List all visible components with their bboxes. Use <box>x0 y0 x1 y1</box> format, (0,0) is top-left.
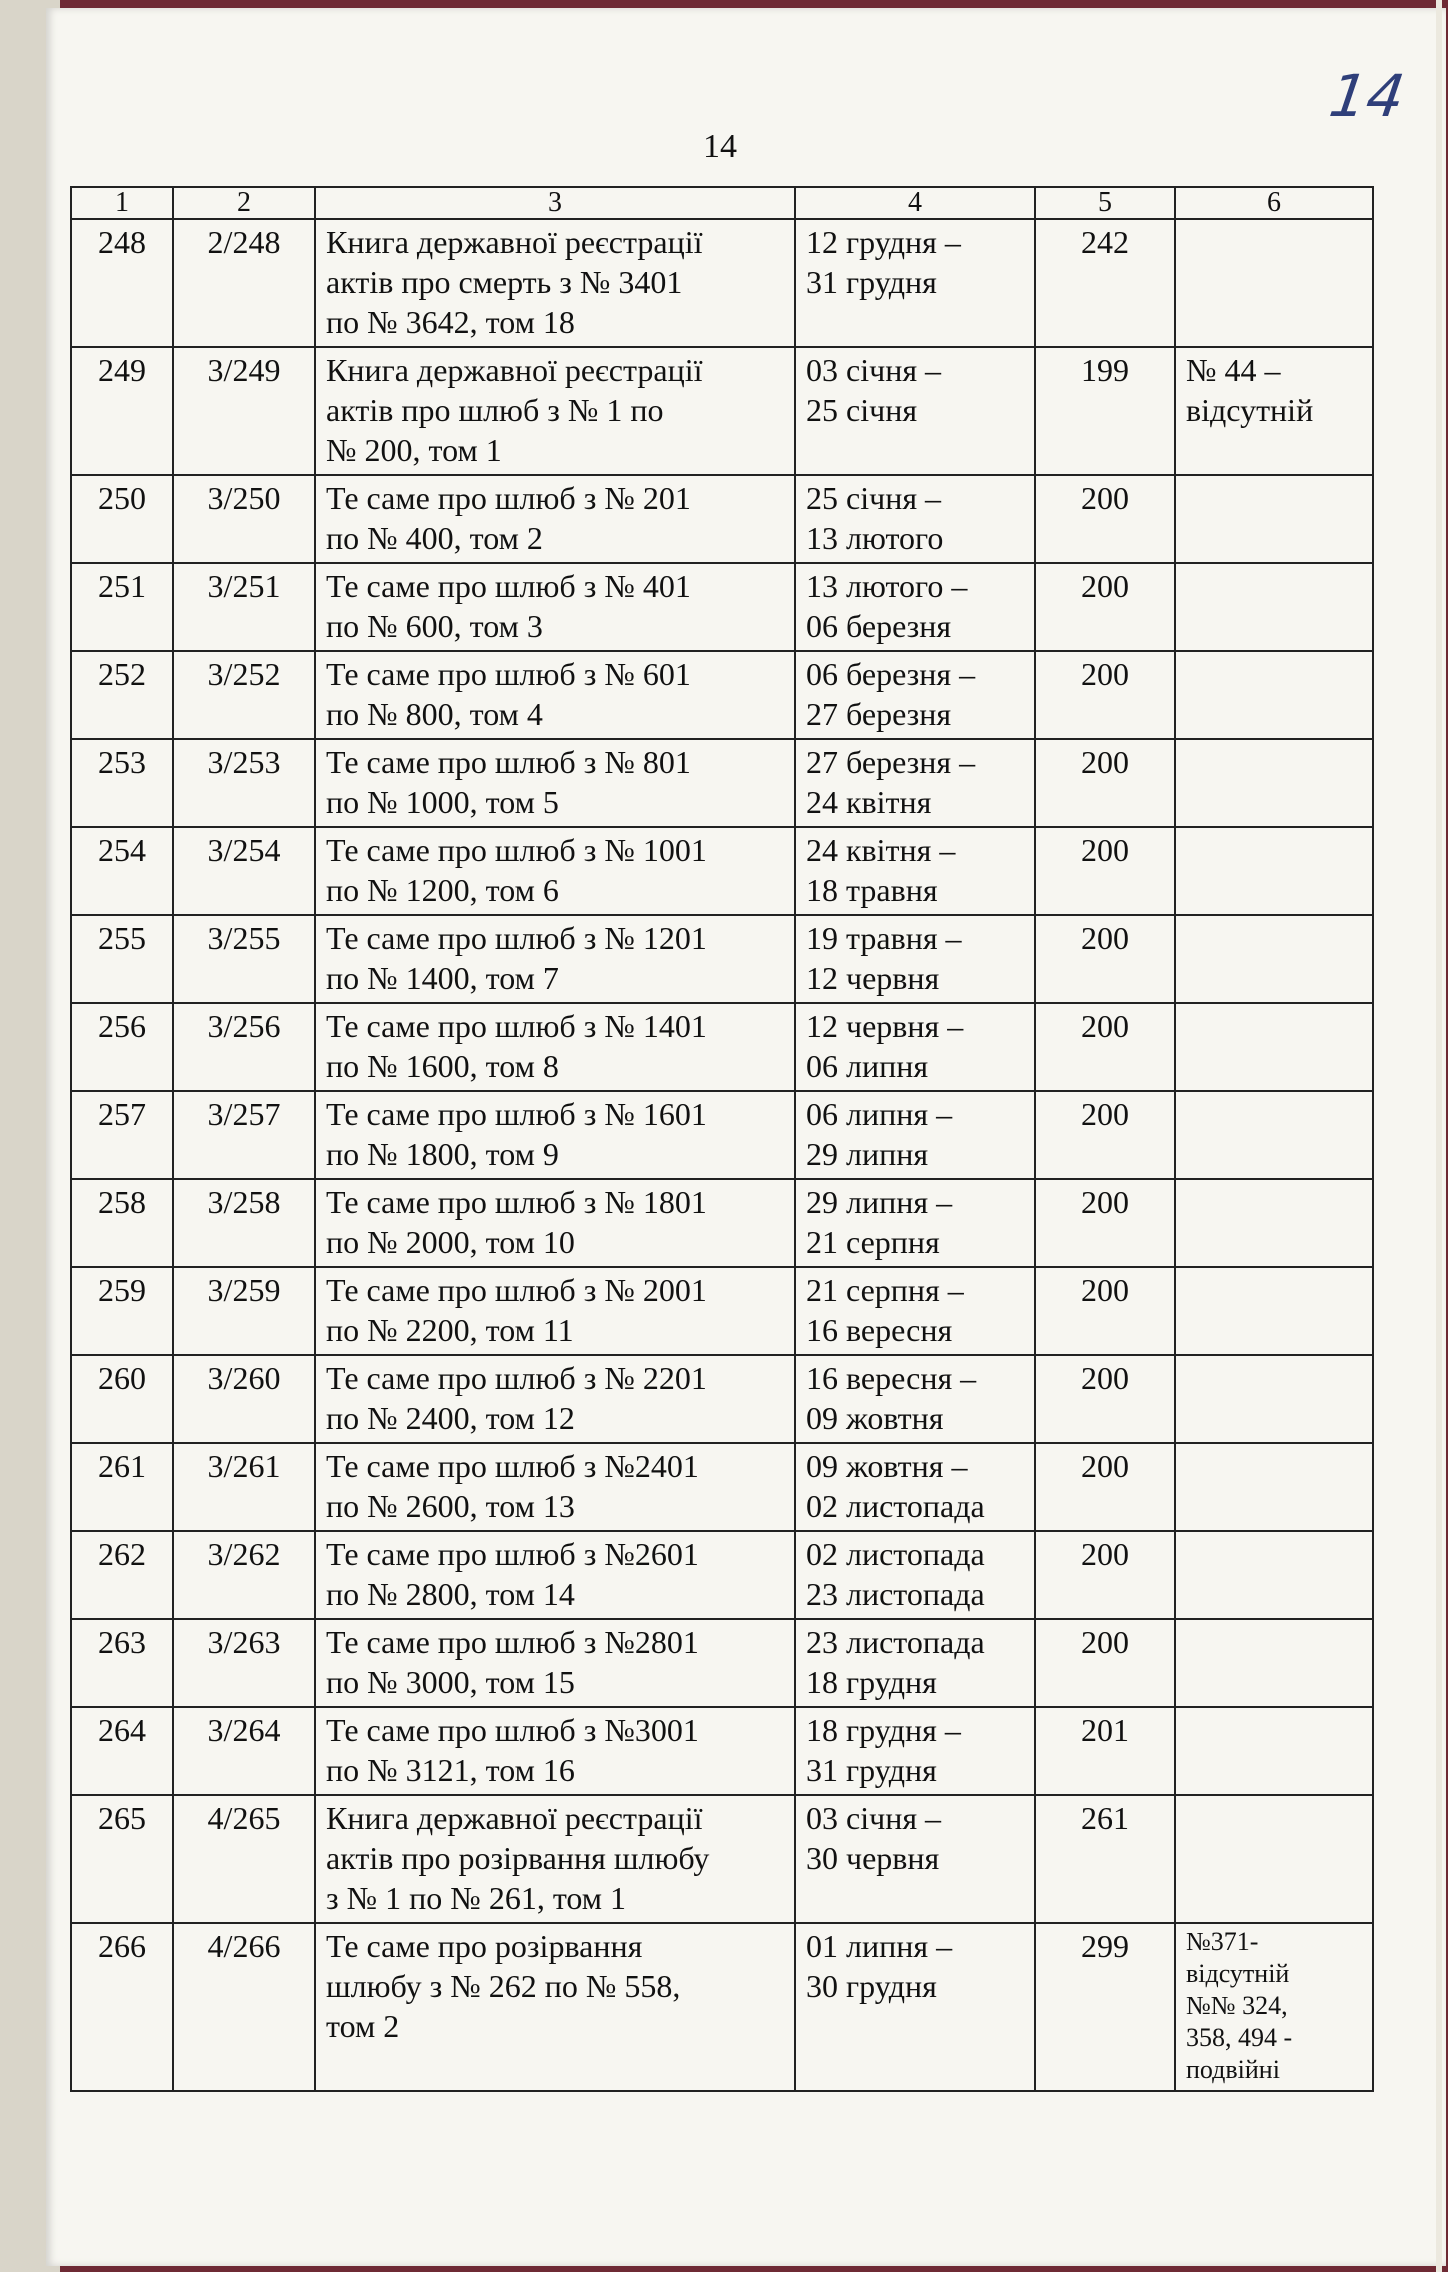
sheet-count: 200 <box>1035 1003 1175 1091</box>
record-number: 254 <box>71 827 173 915</box>
column-header: 5 <box>1035 187 1175 219</box>
archive-code: 3/257 <box>173 1091 315 1179</box>
table-row <box>71 1003 1373 1091</box>
date-range <box>795 1355 1035 1443</box>
date-range-line: 30 грудня <box>806 1968 937 2004</box>
record-title <box>315 1923 795 2091</box>
record-title-line: Те саме про шлюб з № 1601 <box>326 1096 707 1132</box>
table-row <box>71 1267 1373 1355</box>
archive-code: 3/252 <box>173 651 315 739</box>
notes-line: 358, 494 - <box>1186 2023 1293 2052</box>
date-range-line: 03 січня – <box>806 1800 942 1836</box>
date-range-line: 12 червня – <box>806 1008 964 1044</box>
column-header: 4 <box>795 187 1035 219</box>
date-range-line: 06 липня <box>806 1048 929 1084</box>
archive-code: 3/250 <box>173 475 315 563</box>
notes <box>1175 219 1373 347</box>
notes-line: №№ 324, <box>1186 1991 1288 2020</box>
record-title <box>315 915 795 1003</box>
record-title-line: Те саме про шлюб з № 601 <box>326 656 691 692</box>
record-title-line: актів про шлюб з № 1 по <box>326 392 664 428</box>
record-title <box>315 1619 795 1707</box>
table-row <box>71 1795 1373 1923</box>
date-range <box>795 1003 1035 1091</box>
sheet-count: 200 <box>1035 1179 1175 1267</box>
sheet-count: 201 <box>1035 1707 1175 1795</box>
record-number: 265 <box>71 1795 173 1923</box>
record-number: 257 <box>71 1091 173 1179</box>
sheet-count: 242 <box>1035 219 1175 347</box>
date-range-line: 23 листопада <box>806 1576 985 1612</box>
archive-code: 3/258 <box>173 1179 315 1267</box>
date-range-line: 12 червня <box>806 960 940 996</box>
record-title-line: по № 2800, том 14 <box>326 1576 575 1612</box>
record-number: 252 <box>71 651 173 739</box>
date-range-line: 06 березня – <box>806 656 976 692</box>
date-range-line: 03 січня – <box>806 352 942 388</box>
notes <box>1175 1355 1373 1443</box>
notes-line: відсутній <box>1186 392 1314 428</box>
date-range-line: 13 лютого – <box>806 568 968 604</box>
record-title-line: Те саме про шлюб з № 801 <box>326 744 691 780</box>
record-title-line: по № 1800, том 9 <box>326 1136 559 1172</box>
date-range <box>795 563 1035 651</box>
record-number: 264 <box>71 1707 173 1795</box>
sheet-count: 200 <box>1035 651 1175 739</box>
notes <box>1175 1619 1373 1707</box>
date-range-line: 29 липня – <box>806 1184 953 1220</box>
record-title-line: по № 2000, том 10 <box>326 1224 575 1260</box>
date-range-line: 02 листопада <box>806 1488 985 1524</box>
record-title-line: Те саме про шлюб з № 2001 <box>326 1272 707 1308</box>
record-title-line: по № 400, том 2 <box>326 520 543 556</box>
sheet-count: 200 <box>1035 915 1175 1003</box>
archive-code: 4/266 <box>173 1923 315 2091</box>
record-title <box>315 1003 795 1091</box>
sheet-count: 299 <box>1035 1923 1175 2091</box>
table-row <box>71 915 1373 1003</box>
notes <box>1175 563 1373 651</box>
archive-code: 2/248 <box>173 219 315 347</box>
table-row <box>71 1531 1373 1619</box>
date-range-line: 06 липня – <box>806 1096 953 1132</box>
record-number: 248 <box>71 219 173 347</box>
date-range <box>795 1531 1035 1619</box>
table-row <box>71 827 1373 915</box>
record-title <box>315 1091 795 1179</box>
record-number: 258 <box>71 1179 173 1267</box>
record-title <box>315 1531 795 1619</box>
date-range <box>795 739 1035 827</box>
record-title <box>315 1179 795 1267</box>
sheet-count: 200 <box>1035 1531 1175 1619</box>
date-range <box>795 1923 1035 2091</box>
date-range <box>795 1795 1035 1923</box>
date-range-line: 13 лютого <box>806 520 944 556</box>
date-range-line: 24 квітня – <box>806 832 956 868</box>
inventory-table <box>70 186 1374 2092</box>
date-range-line: 23 листопада <box>806 1624 985 1660</box>
record-title <box>315 563 795 651</box>
notes <box>1175 1795 1373 1923</box>
record-number: 261 <box>71 1443 173 1531</box>
record-title <box>315 827 795 915</box>
table-row <box>71 1355 1373 1443</box>
table-row <box>71 1179 1373 1267</box>
record-title-line: Те саме про шлюб з № 1801 <box>326 1184 707 1220</box>
record-title-line: Те саме про шлюб з №2801 <box>326 1624 699 1660</box>
archive-code: 3/256 <box>173 1003 315 1091</box>
table-row <box>71 347 1373 475</box>
table-row <box>71 219 1373 347</box>
date-range-line: 21 серпня <box>806 1224 940 1260</box>
record-title-line: Те саме про шлюб з № 401 <box>326 568 691 604</box>
date-range-line: 16 вересня <box>806 1312 953 1348</box>
notes-line: подвійні <box>1186 2055 1280 2084</box>
column-header: 2 <box>173 187 315 219</box>
archive-code: 3/249 <box>173 347 315 475</box>
sheet-count: 200 <box>1035 827 1175 915</box>
date-range <box>795 827 1035 915</box>
record-number: 250 <box>71 475 173 563</box>
date-range-line: 18 грудня – <box>806 1712 961 1748</box>
record-title-line: по № 2400, том 12 <box>326 1400 575 1436</box>
date-range <box>795 651 1035 739</box>
date-range <box>795 915 1035 1003</box>
archive-code: 3/254 <box>173 827 315 915</box>
date-range-line: 12 грудня – <box>806 224 961 260</box>
table-row <box>71 739 1373 827</box>
record-title-line: Те саме про шлюб з №2601 <box>326 1536 699 1572</box>
date-range-line: 09 жовтня <box>806 1400 944 1436</box>
date-range <box>795 1619 1035 1707</box>
notes <box>1175 1179 1373 1267</box>
date-range-line: 31 грудня <box>806 264 937 300</box>
table-row <box>71 651 1373 739</box>
record-title-line: по № 2200, том 11 <box>326 1312 574 1348</box>
record-title-line: по № 2600, том 13 <box>326 1488 575 1524</box>
record-title <box>315 1355 795 1443</box>
record-title-line: по № 1000, том 5 <box>326 784 559 820</box>
record-title-line: з № 1 по № 261, том 1 <box>326 1880 627 1916</box>
record-title-line: Те саме про шлюб з №3001 <box>326 1712 699 1748</box>
record-title-line: Книга державної реєстрації <box>326 352 703 388</box>
record-number: 260 <box>71 1355 173 1443</box>
notes <box>1175 651 1373 739</box>
record-title-line: по № 1200, том 6 <box>326 872 559 908</box>
date-range-line: 29 липня <box>806 1136 929 1172</box>
record-number: 255 <box>71 915 173 1003</box>
date-range-line: 27 березня – <box>806 744 976 780</box>
record-number: 249 <box>71 347 173 475</box>
date-range <box>795 1179 1035 1267</box>
archive-code: 3/260 <box>173 1355 315 1443</box>
record-title-line: по № 1400, том 7 <box>326 960 559 996</box>
notes <box>1175 739 1373 827</box>
notes <box>1175 1267 1373 1355</box>
record-title <box>315 219 795 347</box>
record-number: 263 <box>71 1619 173 1707</box>
record-title-line: шлюбу з № 262 по № 558, <box>326 1968 681 2004</box>
notes-line: № 44 – <box>1186 352 1281 388</box>
archive-code: 3/262 <box>173 1531 315 1619</box>
record-title-line: Книга державної реєстрації <box>326 224 703 260</box>
record-title-line: Те саме про шлюб з № 201 <box>326 480 691 516</box>
column-header: 3 <box>315 187 795 219</box>
record-title-line: том 2 <box>326 2008 400 2044</box>
notes <box>1175 347 1373 475</box>
date-range-line: 16 вересня – <box>806 1360 977 1396</box>
date-range-line: 30 червня <box>806 1840 940 1876</box>
sheet-count: 200 <box>1035 1619 1175 1707</box>
date-range-line: 19 травня – <box>806 920 962 956</box>
archive-code: 3/263 <box>173 1619 315 1707</box>
column-header: 6 <box>1175 187 1373 219</box>
column-number-header-row <box>71 187 1373 219</box>
date-range <box>795 1443 1035 1531</box>
sheet-count: 261 <box>1035 1795 1175 1923</box>
record-number: 256 <box>71 1003 173 1091</box>
date-range <box>795 475 1035 563</box>
archive-code: 3/259 <box>173 1267 315 1355</box>
table-row <box>71 1619 1373 1707</box>
record-number: 259 <box>71 1267 173 1355</box>
record-title-line: актів про розірвання шлюбу <box>326 1840 710 1876</box>
archive-code: 3/251 <box>173 563 315 651</box>
archive-code: 3/264 <box>173 1707 315 1795</box>
archive-code: 3/255 <box>173 915 315 1003</box>
record-number: 251 <box>71 563 173 651</box>
record-title-line: Те саме про розірвання <box>326 1928 643 1964</box>
date-range-line: 09 жовтня – <box>806 1448 968 1484</box>
notes-line: №371- <box>1186 1927 1259 1956</box>
notes <box>1175 1531 1373 1619</box>
sheet-count: 200 <box>1035 563 1175 651</box>
table-row <box>71 563 1373 651</box>
record-title <box>315 1443 795 1531</box>
record-title-line: по № 3642, том 18 <box>326 304 575 340</box>
date-range <box>795 1707 1035 1795</box>
record-title <box>315 651 795 739</box>
date-range-line: 27 березня <box>806 696 952 732</box>
date-range-line: 25 січня <box>806 392 918 428</box>
notes <box>1175 1923 1373 2091</box>
notes <box>1175 915 1373 1003</box>
sheet-count: 200 <box>1035 1091 1175 1179</box>
record-title <box>315 1795 795 1923</box>
sheet-count: 199 <box>1035 347 1175 475</box>
table-row <box>71 475 1373 563</box>
notes-line: відсутній <box>1186 1959 1290 1988</box>
record-title <box>315 739 795 827</box>
date-range-line: 02 листопада <box>806 1536 985 1572</box>
record-title <box>315 347 795 475</box>
sheet-count: 200 <box>1035 1267 1175 1355</box>
notes <box>1175 1003 1373 1091</box>
page-edge <box>1436 0 1442 2272</box>
record-number: 262 <box>71 1531 173 1619</box>
archive-code: 4/265 <box>173 1795 315 1923</box>
record-title-line: по № 800, том 4 <box>326 696 543 732</box>
record-title-line: по № 1600, том 8 <box>326 1048 559 1084</box>
record-number: 266 <box>71 1923 173 2091</box>
date-range-line: 24 квітня <box>806 784 932 820</box>
date-range-line: 06 березня <box>806 608 952 644</box>
date-range <box>795 1267 1035 1355</box>
notes <box>1175 1443 1373 1531</box>
table-row <box>71 1923 1373 2091</box>
table-row <box>71 1091 1373 1179</box>
record-title-line: Те саме про шлюб з № 1201 <box>326 920 707 956</box>
record-title-line: по № 600, том 3 <box>326 608 543 644</box>
date-range <box>795 219 1035 347</box>
printed-page-number: 14 <box>703 128 737 165</box>
notes <box>1175 827 1373 915</box>
sheet-count: 200 <box>1035 475 1175 563</box>
record-title <box>315 475 795 563</box>
record-title-line: Те саме про шлюб з № 2201 <box>326 1360 707 1396</box>
sheet-count: 200 <box>1035 739 1175 827</box>
archive-code: 3/253 <box>173 739 315 827</box>
column-header: 1 <box>71 187 173 219</box>
notes <box>1175 1707 1373 1795</box>
table-row <box>71 1707 1373 1795</box>
sheet-count: 200 <box>1035 1355 1175 1443</box>
date-range-line: 01 липня – <box>806 1928 953 1964</box>
sheet-count: 200 <box>1035 1443 1175 1531</box>
record-title <box>315 1267 795 1355</box>
date-range <box>795 1091 1035 1179</box>
notes <box>1175 475 1373 563</box>
record-title-line: по № 3121, том 16 <box>326 1752 575 1788</box>
date-range-line: 21 серпня – <box>806 1272 964 1308</box>
record-title-line: Те саме про шлюб з №2401 <box>326 1448 699 1484</box>
record-title-line: Те саме про шлюб з № 1401 <box>326 1008 707 1044</box>
record-title-line: по № 3000, том 15 <box>326 1664 575 1700</box>
record-title-line: актів про смерть з № 3401 <box>326 264 683 300</box>
date-range-line: 18 грудня <box>806 1664 937 1700</box>
record-title-line: Те саме про шлюб з № 1001 <box>326 832 707 868</box>
date-range <box>795 347 1035 475</box>
record-title <box>315 1707 795 1795</box>
handwritten-page-number: 14 <box>1325 62 1409 130</box>
date-range-line: 31 грудня <box>806 1752 937 1788</box>
notes <box>1175 1091 1373 1179</box>
record-title-line: Книга державної реєстрації <box>326 1800 703 1836</box>
date-range-line: 18 травня <box>806 872 938 908</box>
record-title-line: № 200, том 1 <box>326 432 502 468</box>
archive-code: 3/261 <box>173 1443 315 1531</box>
date-range-line: 25 січня – <box>806 480 942 516</box>
record-number: 253 <box>71 739 173 827</box>
table-row <box>71 1443 1373 1531</box>
